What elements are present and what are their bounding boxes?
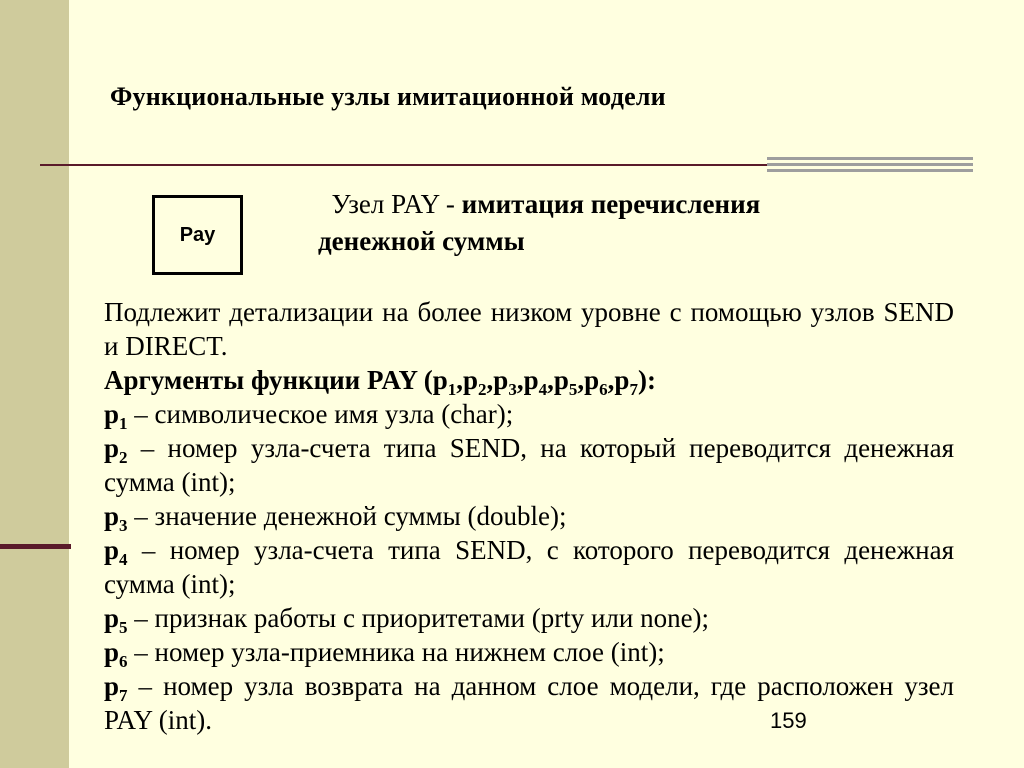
param-item: $p_5$ – признак работы с приоритетами (prty или none); bbox=[104, 603, 710, 637]
slide-body bbox=[104, 295, 954, 737]
param-item: $p_7$ – номер узла возврата на данном слое модели, где расположен узел PAY (int). bbox=[104, 671, 954, 735]
pay-node-box bbox=[152, 195, 243, 275]
args-heading: Аргументы функции PAY $(p_1,p_2,p_3,p_4,p_5,p_6,p_7)$: bbox=[104, 365, 656, 399]
param-item: $p_6$ – номер узла-приемника на нижнем слое (int); bbox=[104, 637, 665, 671]
intro-paragraph: Подлежит детализации на более низком уровне с помощью узлов SEND и DIRECT. bbox=[104, 297, 954, 361]
decorative-bars bbox=[767, 157, 973, 179]
node-heading-bold: имитация перечисления bbox=[461, 189, 761, 219]
param-item: $p_2$ – номер узла-счета типа SEND, на который переводится денежная сумма (int); bbox=[104, 433, 954, 497]
args-heading-text: Аргументы функции PAY ( bbox=[104, 365, 433, 395]
param-item: $p_3$ – значение денежной суммы (double); bbox=[104, 501, 567, 535]
left-decor-band bbox=[0, 0, 69, 768]
param-item: $p_1$ – символическое имя узла (char); bbox=[104, 399, 514, 433]
page-number: 159 bbox=[770, 708, 807, 733]
pay-node-label: Pay bbox=[179, 223, 216, 246]
node-heading-line2: денежной суммы bbox=[318, 226, 525, 256]
left-band-accent-line bbox=[0, 544, 71, 549]
node-heading-prefix: Узел PAY - bbox=[331, 189, 462, 219]
node-heading bbox=[318, 186, 918, 260]
args-heading-end: ): bbox=[637, 365, 656, 395]
slide-title: Функциональные узлы имитационной модели bbox=[110, 82, 666, 111]
param-item: $p_4$ – номер узла-счета типа SEND, с которого переводится денежная сумма (int); bbox=[104, 535, 954, 599]
